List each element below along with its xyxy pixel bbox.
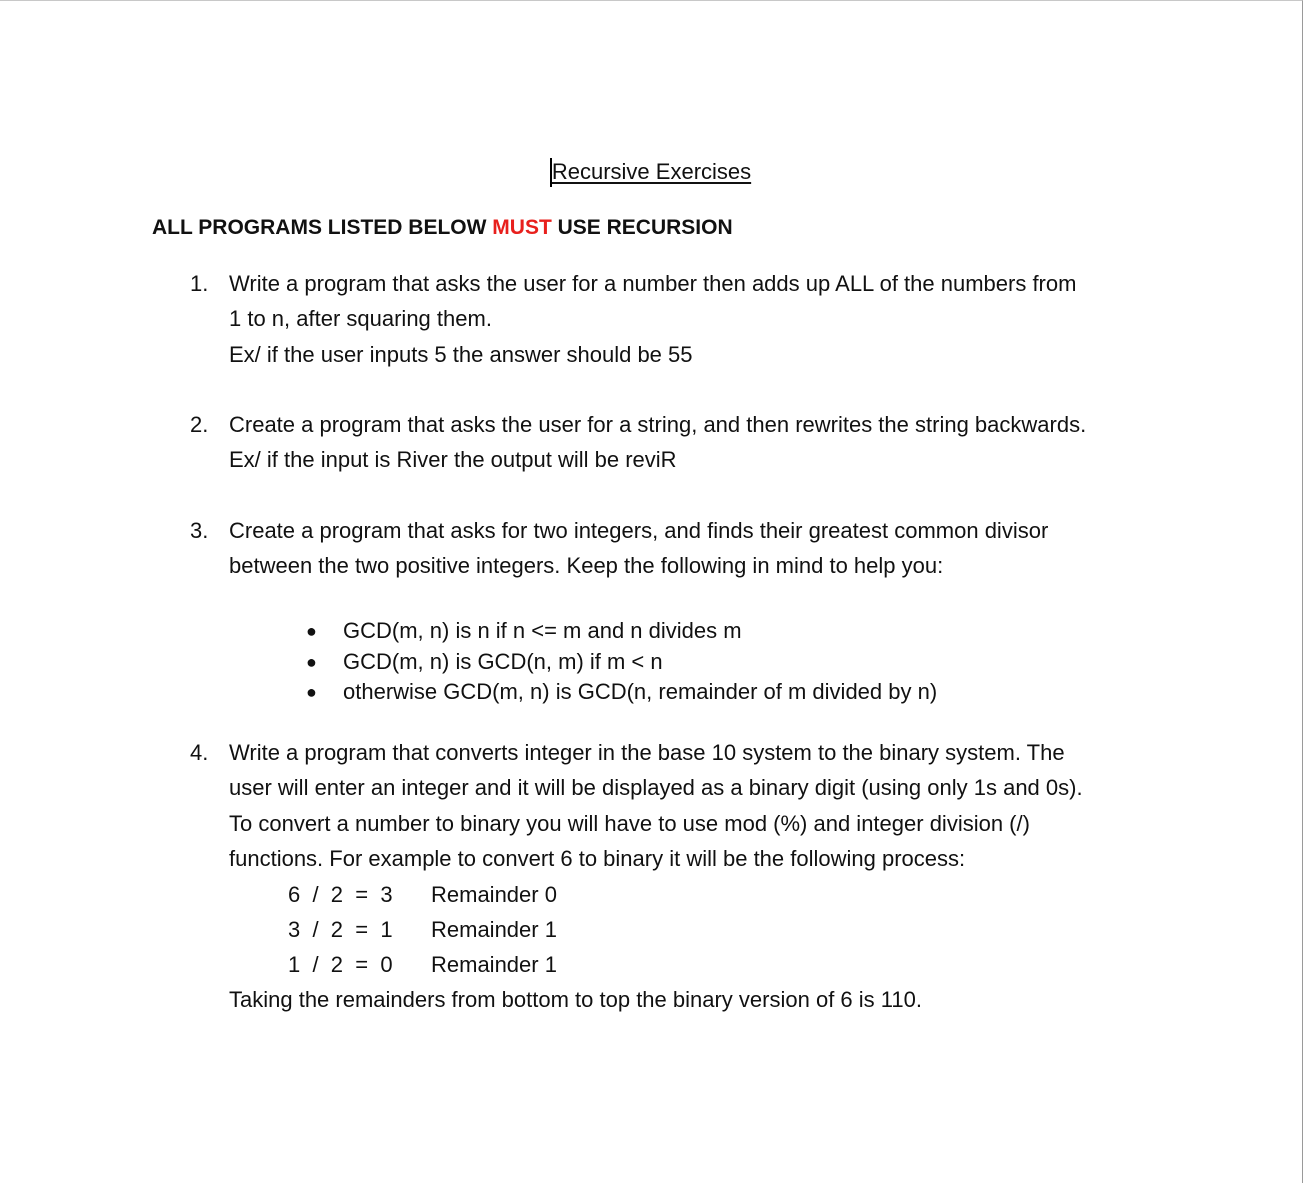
conversion-step (288, 877, 557, 912)
headline-emphasis: MUST (492, 216, 552, 239)
headline-before: ALL PROGRAMS LISTED BELOW (152, 216, 493, 239)
step-remainder: Remainder 1 (431, 917, 557, 943)
title-text[interactable] (552, 159, 751, 184)
bullet-item (306, 616, 937, 647)
item-line: Create a program that asks the user for a string, and then rewrites the string backwards. (229, 412, 1087, 437)
item-number: 2. (190, 412, 209, 437)
item-body (229, 407, 1170, 478)
conversion-step (288, 912, 557, 947)
bullet-icon: ● (306, 651, 317, 672)
headline-after: USE RECURSION (551, 216, 733, 239)
item-body (229, 735, 1170, 876)
exercise-item-4 (190, 735, 1170, 876)
item-line: 1 to n, after squaring them. (229, 306, 492, 332)
item-number: 4. (190, 740, 209, 765)
bullet-icon: ● (306, 621, 317, 641)
bullet-text: GCD(m, n) is GCD(n, m) if m < n (343, 648, 663, 674)
binary-conversion-steps (288, 877, 557, 983)
bullet-icon: ● (306, 682, 317, 702)
title-label: Recursive Exercises (551, 159, 752, 184)
item-line: functions. For example to convert 6 to binary it will be the following process: (229, 845, 966, 871)
bullet-text: otherwise GCD(m, n) is GCD(n, remainder of m divided by n) (343, 679, 938, 704)
item-line: To convert a number to binary you will have to use mod (%) and integer division (/) (229, 810, 1030, 836)
bullet-item (306, 677, 937, 708)
item-line: between the two positive integers. Keep the following in mind to help you: (229, 553, 944, 579)
item-line: Ex/ if the input is River the output will be reviR (229, 447, 677, 473)
instruction-headline (152, 213, 733, 243)
exercise-item-2 (190, 407, 1170, 478)
conversion-step (288, 947, 557, 982)
step-remainder: Remainder 0 (431, 882, 557, 907)
item-line: Ex/ if the user inputs 5 the answer should be 55 (229, 341, 693, 367)
item-line: user will enter an integer and it will be displayed as a binary digit (using only 1s and 0s). (229, 775, 1083, 801)
item-line: Write a program that asks the user for a number then adds up ALL of the numbers from (229, 271, 1077, 296)
document-title (0, 157, 1303, 187)
item-number: 3. (190, 518, 209, 543)
item-body (229, 513, 1170, 584)
bullet-text: GCD(m, n) is n if n <= m and n divides m (343, 618, 742, 643)
text-cursor (550, 158, 552, 187)
item-line: Create a program that asks for two integers, and finds their greatest common divisor (229, 518, 1049, 543)
bullet-item (306, 647, 937, 678)
item-body (229, 266, 1170, 372)
binary-summary: Taking the remainders from bottom to top the binary version of 6 is 110. (229, 987, 922, 1012)
gcd-bullet-list (306, 616, 937, 708)
step-expression: 3 / 2 = 1 (288, 917, 393, 943)
exercise-item-3 (190, 513, 1170, 584)
exercise-item-1 (190, 266, 1170, 372)
step-expression: 1 / 2 = 0 (288, 952, 393, 978)
item-line: Write a program that converts integer in the base 10 system to the binary system. The (229, 740, 1065, 765)
step-remainder: Remainder 1 (431, 952, 557, 978)
step-expression: 6 / 2 = 3 (288, 882, 393, 907)
item-number: 1. (190, 271, 209, 296)
